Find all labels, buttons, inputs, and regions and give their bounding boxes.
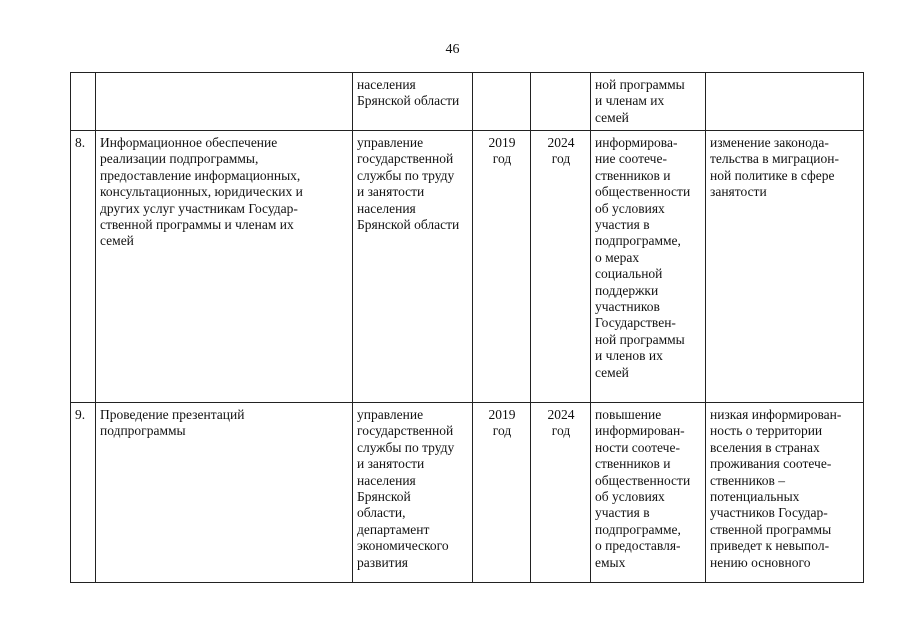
expected-result-cell: ной программы и членам их семей <box>591 73 706 131</box>
consequence-cell <box>706 73 864 131</box>
row-number: 9. <box>71 403 96 583</box>
table-row-9 <box>71 403 864 583</box>
expected-result-cell: повышение информирован- ности соотече- ственников и общественности об условиях участия в подпрограмме, о предоставля- емых <box>591 403 706 583</box>
executor-cell: управление государственной службы по труду и занятости населения Брянской области <box>353 131 473 403</box>
page-number: 46 <box>445 42 460 57</box>
consequence-cell: изменение законода- тельства в миграцион- ной политике в сфере занятости <box>706 131 864 403</box>
row-number: 8. <box>71 131 96 403</box>
activity-cell: Информационное обеспечение реализации подпрограммы, предоставление информационных, консультационных, юридических и других услуг участникам Государ- ственной программы и членам их семей <box>96 131 353 403</box>
end-year-cell: 2024 год <box>531 403 591 583</box>
program-measures-table <box>70 72 864 583</box>
activity-cell <box>96 73 353 131</box>
executor-cell: населения Брянской области <box>353 73 473 131</box>
start-year-cell <box>473 73 531 131</box>
end-year-cell: 2024 год <box>531 131 591 403</box>
executor-cell: управление государственной службы по труду и занятости населения Брянской области, департамент экономического развития <box>353 403 473 583</box>
start-year-cell: 2019 год <box>473 131 531 403</box>
end-year-cell <box>531 73 591 131</box>
activity-cell: Проведение презентаций подпрограммы <box>96 403 353 583</box>
start-year-cell: 2019 год <box>473 403 531 583</box>
expected-result-cell: информирова- ние соотече- ственников и общественности об условиях участия в подпрограмме, о мерах социальной поддержки участников Государствен- ной программы и членов их семей <box>591 131 706 403</box>
consequence-cell: низкая информирован- ность о территории вселения в странах проживания соотече- ственников – потенциальных участников Государ- ственной программы приведет к невыпол- нению основного <box>706 403 864 583</box>
table-row-8 <box>71 131 864 403</box>
table-row-continuation <box>71 73 864 131</box>
row-number <box>71 73 96 131</box>
